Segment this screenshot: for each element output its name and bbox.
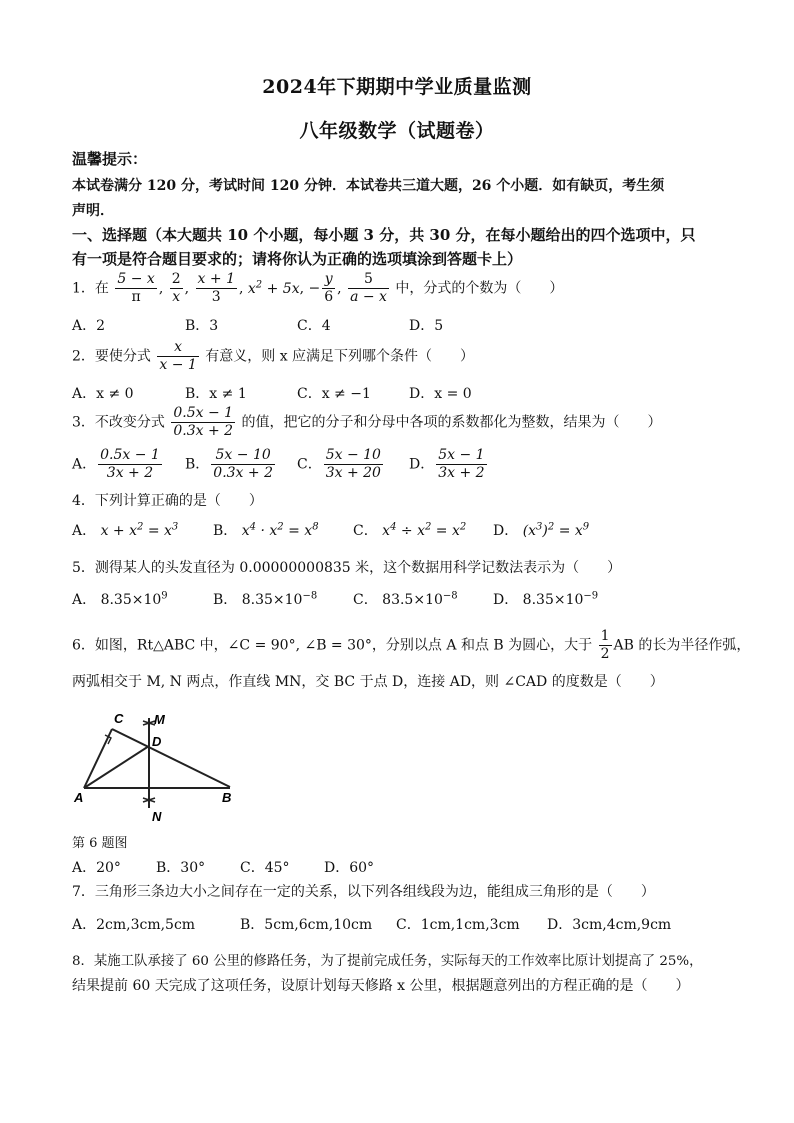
q4-option-c: C． $x^4 \div x^2 = x^2$ xyxy=(353,521,467,539)
q1-option-b: B．3 xyxy=(185,318,219,334)
q6-prefix: 6．如图， xyxy=(72,637,137,654)
q1-suffix: 中，分式的个数为（ ） xyxy=(395,280,564,297)
q3-suffix: 的值，把它的分子和分母中各项的系数都化为整数，结果为（ ） xyxy=(241,414,662,431)
q3-prefix: 3．不改变分式 xyxy=(72,414,165,431)
q6-suffix: AB 的长为半径作弧， xyxy=(613,637,751,654)
q6-option-b: B．30° xyxy=(156,860,206,876)
q6-mid: Rt△ABC 中，∠C = 90°, ∠B = 30°，分别以点 A 和点 B 为圆心，大于 xyxy=(136,637,593,654)
notice-line-2: 声明． xyxy=(72,203,114,219)
q7-option-c: C．1cm,1cm,3cm xyxy=(396,917,520,933)
q2-options xyxy=(72,383,712,407)
q4-options xyxy=(72,520,712,544)
exam-title: 2024年下期期中学业质量监测 xyxy=(262,76,532,98)
q3-option-c: C． $\frac{5x - 10}{3x + 20}$ xyxy=(297,447,381,481)
q6-option-a: A．20° xyxy=(72,860,121,876)
q1-option-d: D．5 xyxy=(409,318,444,334)
q1-options xyxy=(72,315,712,339)
q1-prefix: 1．在 xyxy=(72,280,109,297)
q6-options xyxy=(72,857,712,881)
q5-option-b: B． $8.35\times 10^{-8}$ xyxy=(213,590,318,608)
q7-option-b: B．5cm,6cm,10cm xyxy=(240,917,373,933)
q6-label-d: D xyxy=(152,734,162,749)
q6-label-c: C xyxy=(114,711,124,726)
q7-option-d: D．3cm,4cm,9cm xyxy=(547,917,672,933)
question-6-line-1: 6．如图，Rt△ABC 中，∠C = 90°, ∠B = 30°，分别以点 A 和点 B 为圆心，大于 $\frac{1}{2}$ AB 的长为半径作弧， xyxy=(72,628,751,662)
question-4: 4．下列计算正确的是（ ） xyxy=(72,493,263,509)
q2-option-b: B．x ≠ 1 xyxy=(185,386,247,402)
q6-option-d: D．60° xyxy=(324,860,375,876)
question-3: 3．不改变分式 $\frac{0.5x - 1}{0.3x + 2}$ 的值，把它的分子和分母中各项的系数都化为整数，结果为（ ） xyxy=(72,405,662,439)
q5-option-a: A． $8.35\times 10^9$ xyxy=(72,590,168,608)
section1-line-2: 有一项是符合题目要求的；请将你认为正确的选项填涂到答题卡上） xyxy=(72,250,523,268)
q2-option-c: C．x ≠ −1 xyxy=(297,386,371,402)
notice-heading: 温馨提示： xyxy=(72,150,148,168)
q6-label-n: N xyxy=(152,809,162,824)
notice-line-1: 本试卷满分 120 分，考试时间 120 分钟．本试卷共三道大题，26 个小题．如有缺页，考生须 xyxy=(72,178,665,194)
question-5: 5．测得某人的头发直径为 0.00000000835 米，这个数据用科学记数法表示为（ ） xyxy=(72,560,622,576)
q6-label-a: A xyxy=(74,790,84,805)
q4-option-a: A． $x + x^2 = x^3$ xyxy=(72,521,179,539)
q6-option-c: C．45° xyxy=(240,860,290,876)
q1-option-a: A．2 xyxy=(72,318,106,334)
q6-label-m: M xyxy=(154,712,165,727)
q2-prefix: 2．要使分式 xyxy=(72,348,151,365)
q7-options xyxy=(72,914,712,938)
q6-figure xyxy=(72,708,242,826)
question-8-line-2: 结果提前 60 天完成了这项任务，设原计划每天修路 x 公里，根据题意列出的方程正确的是（ ） xyxy=(72,978,690,994)
question-8-line-1: 8．某施工队承接了 60 公里的修路任务，为了提前完成任务，实际每天的工作效率比原计划提高了 25%， xyxy=(72,954,703,969)
question-7: 7．三角形三条边大小之间存在一定的关系，以下列各组线段为边，能组成三角形的是（ ） xyxy=(72,884,655,900)
q2-option-a: A．x ≠ 0 xyxy=(72,386,134,402)
q4-option-b: B． $x^4 \cdot x^2 = x^8$ xyxy=(213,521,319,539)
q2-suffix: 有意义，则 x 应满足下列哪个条件（ ） xyxy=(205,348,475,365)
q6-figure-caption: 第 6 题图 xyxy=(72,836,128,851)
q3-option-a: A． $\frac{0.5x - 1}{3x + 2}$ xyxy=(72,447,160,481)
exam-subtitle: 八年级数学（试题卷） xyxy=(299,120,495,142)
question-6-line-2: 两弧相交于 M, N 两点，作直线 MN，交 BC 于点 D，连接 AD，则 ∠CAD 的度数是（ ） xyxy=(72,674,664,690)
q6-label-b: B xyxy=(222,790,232,805)
q7-option-a: A．2cm,3cm,5cm xyxy=(72,917,196,933)
q4-option-d: D． $(x^3)^2 = x^9$ xyxy=(493,521,590,539)
q5-option-d: D． $8.35\times 10^{-9}$ xyxy=(493,590,599,608)
q3-option-b: B． $\frac{5x - 10}{0.3x + 2}$ xyxy=(185,447,273,481)
q5-option-c: C． $83.5\times 10^{-8}$ xyxy=(353,590,458,608)
section1-line-1: 一、选择题（本大题共 10 个小题，每小题 3 分，共 30 分，在每小题给出的四个选项中，只 xyxy=(72,226,696,244)
q3-options xyxy=(72,447,712,487)
q5-options xyxy=(72,589,712,613)
q2-option-d: D．x = 0 xyxy=(409,386,472,402)
question-1: 1．在 $\frac{5 - x}{\pi}$ , $\frac{2}{x}$ , $\frac{x + 1}{3}$ , $x^2 + 5x$, − $\frac{y}{6}$ , $\frac{5}{a - x}$ 中，分式的个数为（ ） xyxy=(72,271,564,305)
q3-option-d: D． $\frac{5x - 1}{3x + 2}$ xyxy=(409,447,485,481)
q1-option-c: C．4 xyxy=(297,318,331,334)
question-2: 2．要使分式 $\frac{x}{x - 1}$ 有意义，则 x 应满足下列哪个条件（ ） xyxy=(72,339,475,373)
